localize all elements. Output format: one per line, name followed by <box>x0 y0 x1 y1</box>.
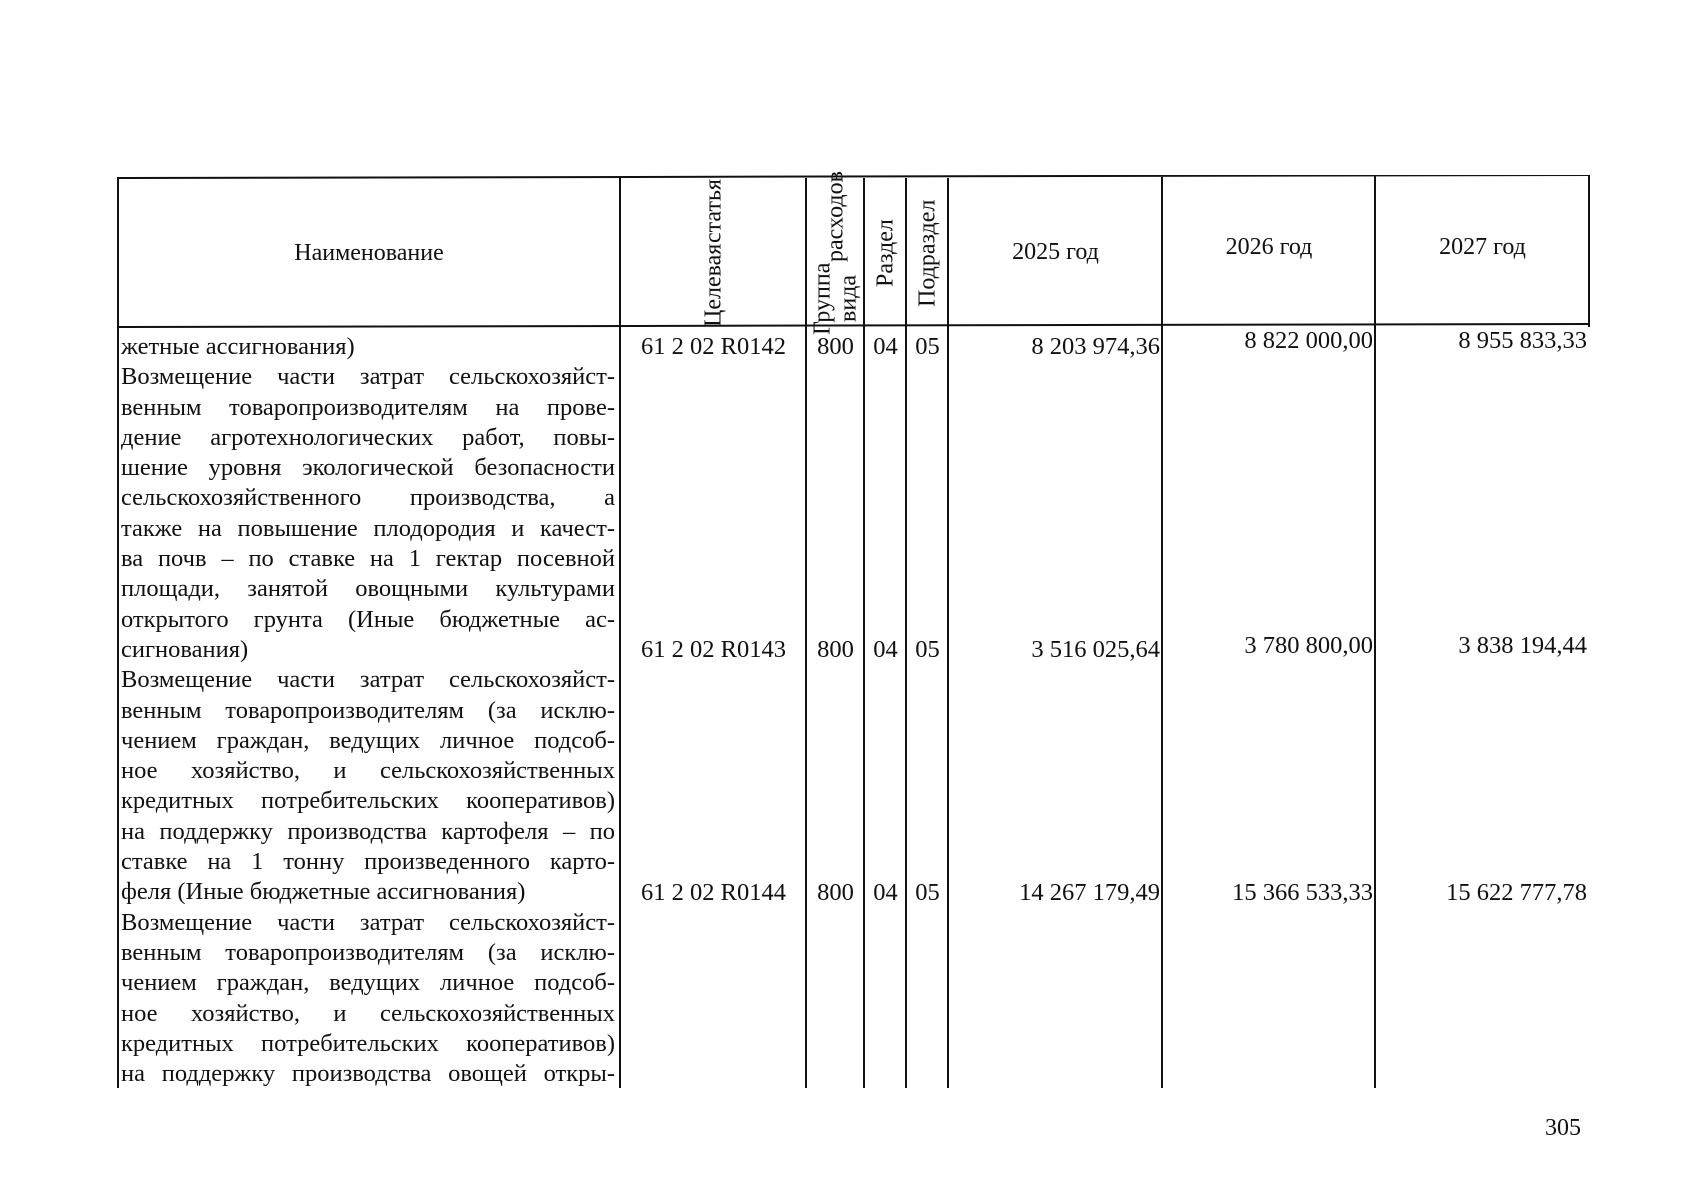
header-expense-group <box>808 171 863 335</box>
header-target-article-line2: статья <box>700 179 727 244</box>
name-line: Возмещение части затрат сельскохозяйст- <box>121 908 615 936</box>
cell-expense-group: 800 <box>817 879 854 906</box>
cell-2026: 3 780 800,00 <box>1244 632 1373 659</box>
name-line: чением граждан, ведущих личное подсоб- <box>121 969 615 997</box>
budget-table <box>117 171 1590 1088</box>
name-line: Возмещение части затрат сельскохозяйст- <box>121 363 615 391</box>
cell-subsection: 05 <box>915 879 940 906</box>
header-subsection: Подраздел <box>914 199 941 307</box>
cell-2025: 8 203 974,36 <box>1031 333 1160 360</box>
header-2025: 2025 год <box>1012 239 1099 265</box>
name-line: сельскохозяйственного производства, а <box>121 484 615 512</box>
header-target-article-line1: Целевая <box>700 243 727 327</box>
name-line: ставке на 1 тонну произведенного карто- <box>121 848 615 876</box>
cell-target-article: 61 2 02 R0142 <box>641 333 786 360</box>
cell-section: 04 <box>873 636 898 663</box>
page-number: 305 <box>1545 1115 1581 1141</box>
name-line: ное хозяйство, и сельскохозяйственных <box>121 999 615 1027</box>
cell-2027: 8 955 833,33 <box>1458 327 1587 354</box>
cell-section: 04 <box>873 333 898 360</box>
name-line: Возмещение части затрат сельскохозяйст- <box>121 666 615 694</box>
header-2026: 2026 год <box>1225 234 1313 260</box>
name-line: шение уровня экологической безопасности <box>121 454 615 482</box>
cell-2025: 14 267 179,49 <box>1019 879 1160 906</box>
cell-expense-group: 800 <box>817 333 854 360</box>
cell-expense-group: 800 <box>817 636 854 663</box>
cell-section: 04 <box>873 879 898 906</box>
name-line: жетные ассигнования) <box>121 333 355 360</box>
cell-2026: 8 822 000,00 <box>1244 327 1373 354</box>
cell-subsection: 05 <box>915 333 940 360</box>
name-line: на поддержку производства овощей откры- <box>121 1060 615 1088</box>
header-expense-group-line1: Группа вида <box>809 262 862 335</box>
header-expense-group-line2: расходов <box>822 171 849 263</box>
name-line: феля (Иные бюджетные ассигнования) <box>121 878 526 906</box>
cell-2026: 15 366 533,33 <box>1232 879 1373 906</box>
name-line: венным товаропроизводителям (за исклю- <box>121 696 615 724</box>
name-line: кредитных потребительских кооперативов) <box>121 787 615 815</box>
cell-target-article: 61 2 02 R0144 <box>641 879 786 906</box>
name-line: венным товаропроизводителям (за исклю- <box>121 938 615 966</box>
cell-2027: 3 838 194,44 <box>1458 632 1587 659</box>
name-line: кредитных потребительских кооперативов) <box>121 1029 615 1057</box>
name-line: сигнования) <box>121 635 249 663</box>
header-name: Наименование <box>294 240 444 266</box>
name-line: ное хозяйство, и сельскохозяйственных <box>121 757 615 785</box>
name-line: ва почв – по ставке на 1 гектар посевной <box>121 545 615 573</box>
header-target-article <box>622 181 805 325</box>
cell-target-article: 61 2 02 R0143 <box>641 636 786 663</box>
cell-subsection: 05 <box>915 636 940 663</box>
name-line: чением граждан, ведущих личное подсоб- <box>121 726 615 754</box>
header-section: Раздел <box>872 219 899 287</box>
name-line: дение агротехнологических работ, повы- <box>121 423 615 451</box>
name-line: также на повышение плодородия и качест- <box>121 514 615 542</box>
name-line: открытого грунта (Иные бюджетные ас- <box>121 605 615 633</box>
name-line: на поддержку производства картофеля – по <box>121 817 615 845</box>
name-line: венным товаропроизводителям на прове- <box>121 393 615 421</box>
cell-2027: 15 622 777,78 <box>1446 879 1587 906</box>
name-line: площади, занятой овощными культурами <box>121 575 615 603</box>
cell-2025: 3 516 025,64 <box>1031 636 1160 663</box>
header-2027: 2027 год <box>1439 234 1526 260</box>
name-column <box>121 332 615 1089</box>
